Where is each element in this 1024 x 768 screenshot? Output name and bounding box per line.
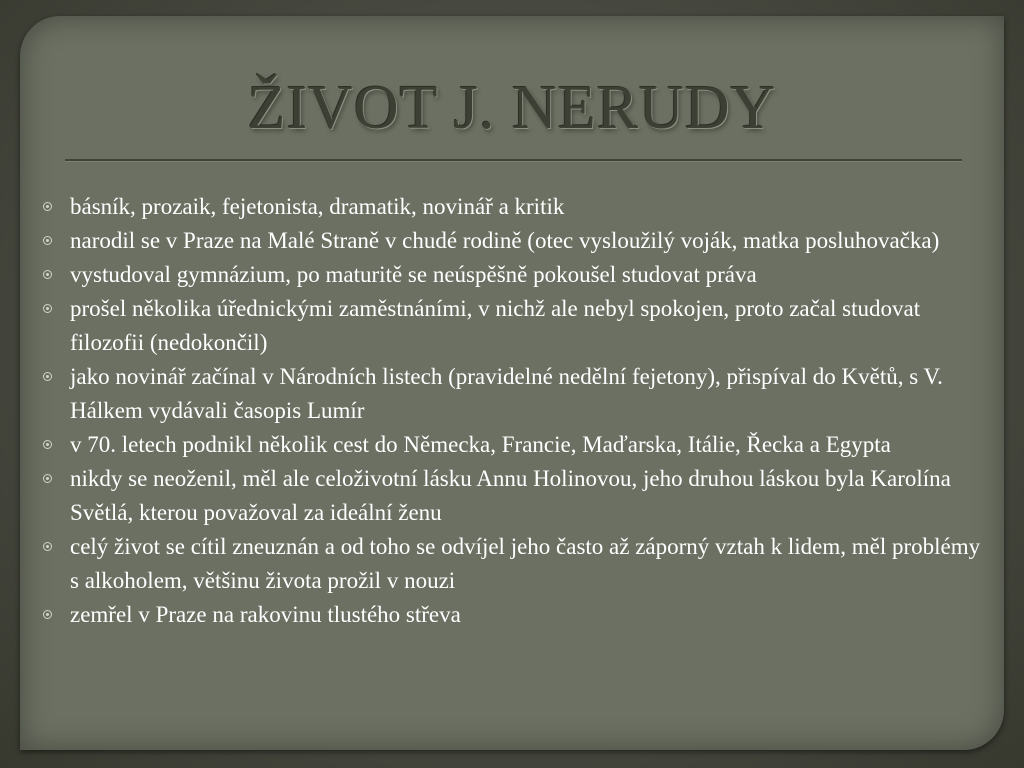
bullet-icon [43,304,52,313]
list-item [40,292,990,360]
bullet-icon [43,440,52,449]
list-item [40,462,990,530]
list-item [40,598,990,632]
bullet-icon [43,372,52,381]
bullet-icon [43,270,52,279]
list-item [40,428,990,462]
title-divider [65,159,962,162]
bullet-icon [43,610,52,619]
bullet-text: vystudoval gymnázium, po maturitě se neúspěšně pokoušel studovat práva [70,262,757,287]
list-item [40,190,990,224]
bullet-icon [43,542,52,551]
bullet-list [40,190,990,632]
bullet-text: zemřel v Praze na rakovinu tlustého střeva [70,602,461,627]
bullet-text: nikdy se neoženil, měl ale celoživotní lásku Annu Holinovou, jeho druhou láskou byla Karolína Světlá, kterou považoval za ideální ženu [70,466,951,525]
list-item [40,258,990,292]
bullet-text: celý život se cítil zneuznán a od toho se odvíjel jeho často až záporný vztah k lidem, měl problémy s alkoholem, většinu života prožil v nouzi [70,534,981,593]
bullet-text: prošel několika úřednickými zaměstnáními, v nichž ale nebyl spokojen, proto začal studovat filozofii (nedokončil) [70,296,921,355]
list-item [40,224,990,258]
bullet-icon [43,202,52,211]
bullet-text: v 70. letech podnikl několik cest do Německa, Francie, Maďarska, Itálie, Řecka a Egypta [70,432,891,457]
list-item [40,360,990,428]
slide-title: ŽIVOT J. NERUDY [247,74,777,142]
bullet-text: narodil se v Praze na Malé Straně v chudé rodině (otec vysloužilý voják, matka posluhovačka) [70,228,940,253]
bullet-text: básník, prozaik, fejetonista, dramatik, novinář a kritik [70,194,565,219]
list-item [40,530,990,598]
bullet-text: jako novinář začínal v Národních listech (pravidelné nedělní fejetony), přispíval do Květů, s V. Hálkem vydávali časopis Lumír [70,364,943,423]
bullet-icon [43,474,52,483]
bullet-icon [43,236,52,245]
